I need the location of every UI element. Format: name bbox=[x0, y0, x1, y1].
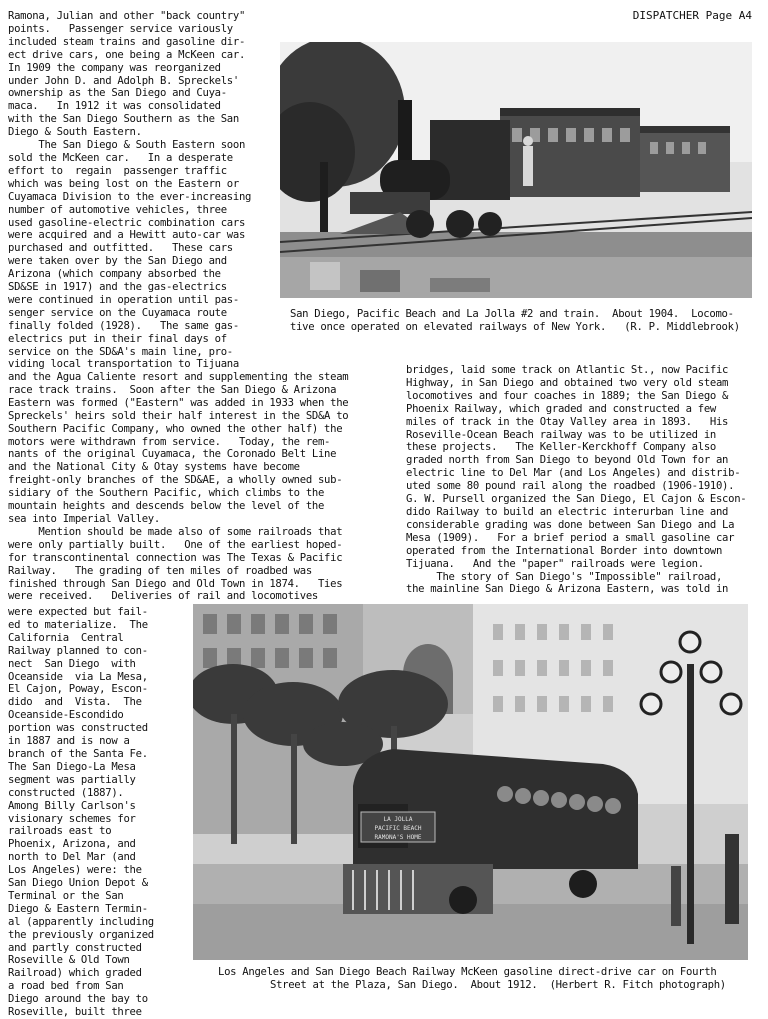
text-line: were expected but fail- bbox=[8, 606, 148, 618]
text-line: and the National City & Otay systems have become bbox=[8, 461, 300, 474]
text-line: bridges, laid some track on Atlantic St., now Pacific bbox=[406, 364, 729, 376]
text-line: and partly constructed bbox=[8, 941, 142, 954]
text-line: were only partially built. One of the earliest hoped- bbox=[8, 538, 343, 551]
text-line: Phoenix Railway, which graded and constructed a few bbox=[406, 402, 716, 415]
text-line: Spreckels' heirs sold their half interest in the SD&A to bbox=[8, 409, 349, 422]
text-line: G. W. Pursell organized the San Diego, El Cajon & Escon- bbox=[406, 493, 747, 506]
caption-line: tive once operated on elevated railways of New York. (R. P. Middlebrook) bbox=[290, 321, 740, 333]
steam-train-illustration bbox=[280, 42, 752, 298]
car-sign-line: PACIFIC BEACH bbox=[374, 825, 422, 832]
text-line: locomotives and four coaches in 1889; the San Diego & bbox=[406, 389, 729, 402]
text-line: Eastern was formed ("Eastern" was added in 1933 when the bbox=[8, 396, 349, 409]
text-line: effort to regain passenger traffic bbox=[8, 164, 227, 177]
text-line: Phoenix, Arizona, and bbox=[8, 838, 136, 851]
text-line: Oceanside via La Mesa, bbox=[8, 670, 148, 683]
text-line: Diego & Eastern Termin- bbox=[8, 902, 148, 915]
photo-bottom-caption bbox=[218, 966, 726, 992]
text-line: Railway. The grading of ten miles of roadbed was bbox=[8, 564, 312, 577]
mckeen-car-illustration bbox=[193, 604, 748, 960]
text-line: Diego around the bay to bbox=[8, 993, 148, 1006]
text-line: Among Billy Carlson's bbox=[8, 799, 136, 812]
photo-steam-train bbox=[280, 42, 752, 298]
text-line: dido and Vista. The bbox=[8, 696, 142, 709]
text-line: al (apparently including bbox=[8, 915, 154, 928]
text-line: San Diego Union Depot & bbox=[8, 877, 148, 890]
text-line: with the San Diego Southern as the San bbox=[8, 113, 239, 126]
text-line: viding local transportation to Tijuana bbox=[8, 358, 239, 371]
text-line: points. Passenger service variously bbox=[8, 22, 233, 35]
text-line: used gasoline-electric combination cars bbox=[8, 216, 246, 229]
text-line: constructed (1887). bbox=[8, 786, 124, 799]
text-line: Oceanside-Escondido bbox=[8, 709, 124, 722]
text-line: freight-only branches of the SD&AE, a wholly owned sub- bbox=[8, 474, 343, 487]
text-line: finished through San Diego and Old Town in 1874. Ties bbox=[8, 577, 343, 590]
column-right bbox=[406, 364, 762, 596]
text-line: for transcontinental connection was The Texas & Pacific bbox=[8, 551, 343, 564]
text-line: these projects. The Keller-Kerckhoff Company also bbox=[406, 441, 716, 454]
text-line: The San Diego-La Mesa bbox=[8, 760, 136, 773]
text-line: segment was partially bbox=[8, 773, 136, 786]
text-line: a road bed from San bbox=[8, 980, 124, 993]
text-line: sold the McKeen car. In a desperate bbox=[8, 151, 233, 164]
text-line: finally folded (1928). The same gas- bbox=[8, 319, 239, 332]
text-line: railroads east to bbox=[8, 825, 112, 838]
column-left-narrow bbox=[8, 606, 188, 1019]
text-line: electrics put in their final days of bbox=[8, 332, 227, 345]
photo-top-caption bbox=[290, 308, 740, 334]
text-line: In 1909 the company was reorganized bbox=[8, 61, 221, 74]
text-line: and the Agua Caliente resort and supplementing the steam bbox=[8, 371, 349, 383]
text-line: under John D. and Adolph B. Spreckels' bbox=[8, 74, 239, 87]
text-line: ownership as the San Diego and Cuya- bbox=[8, 87, 227, 100]
car-sign-line: RAMONA'S HOME bbox=[374, 834, 422, 841]
text-line: nants of the original Cuyamaca, the Coronado Belt Line bbox=[8, 448, 337, 461]
caption-line: Los Angeles and San Diego Beach Railway McKeen gasoline direct-drive car on Fourth bbox=[218, 966, 717, 978]
text-line: ect drive cars, one being a McKeen car. bbox=[8, 48, 246, 61]
text-line: sea into Imperial Valley. bbox=[8, 512, 160, 525]
text-line: dido Railway to build an electric interurban line and bbox=[406, 505, 729, 518]
text-line: Southern Pacific Company, who owned the other half) the bbox=[8, 422, 343, 435]
text-line: race track trains. Soon after the San Diego & Arizona bbox=[8, 383, 337, 396]
column-left-top bbox=[8, 10, 276, 371]
text-line: Roseville-Ocean Beach railway was to be utilized in bbox=[406, 428, 716, 441]
text-line: Tijuana. And the "paper" railroads were legion. bbox=[406, 557, 704, 570]
text-line: in 1887 and is now a bbox=[8, 735, 130, 748]
text-line: Roseville & Old Town bbox=[8, 954, 130, 967]
text-line: graded north from San Diego to beyond Old Town for an bbox=[406, 454, 729, 467]
text-line: branch of the Santa Fe. bbox=[8, 747, 148, 760]
text-line: considerable grading was done between San Diego and La bbox=[406, 518, 735, 531]
text-line: were taken over by the San Diego and bbox=[8, 255, 227, 268]
text-line: maca. In 1912 it was consolidated bbox=[8, 100, 221, 113]
text-line: Terminal or the San bbox=[8, 889, 124, 902]
text-line: the mainline San Diego & Arizona Eastern, was told in bbox=[406, 583, 729, 596]
text-line: Mesa (1909). For a brief period a small gasoline car bbox=[406, 531, 735, 544]
column-left-wide bbox=[8, 371, 406, 603]
text-line: nect San Diego with bbox=[8, 657, 136, 670]
text-line: number of automotive vehicles, three bbox=[8, 203, 227, 216]
text-line: portion was constructed bbox=[8, 722, 148, 735]
text-line: The story of San Diego's "Impossible" railroad, bbox=[406, 570, 723, 583]
text-line: motors were withdrawn from service. Today, the rem- bbox=[8, 435, 331, 448]
text-line: SD&SE in 1917) and the gas-electrics bbox=[8, 281, 227, 294]
text-line: were acquired and a Hewitt auto-car was bbox=[8, 229, 246, 242]
text-line: Los Angeles) were: the bbox=[8, 864, 142, 877]
text-line: operated from the International Border into downtown bbox=[406, 544, 723, 557]
text-line: Cuyamaca Division to the ever-increasing bbox=[8, 190, 252, 203]
text-line: north to Del Mar (and bbox=[8, 851, 136, 864]
caption-line: San Diego, Pacific Beach and La Jolla #2 and train. About 1904. Locomo- bbox=[290, 308, 734, 320]
text-line: sidiary of the Southern Pacific, which climbs to the bbox=[8, 487, 325, 500]
text-line: ed to materialize. The bbox=[8, 618, 148, 631]
text-line: were received. Deliveries of rail and locomotives bbox=[8, 590, 318, 603]
text-line: Arizona (which company absorbed the bbox=[8, 268, 221, 281]
page-header: DISPATCHER Page A4 bbox=[632, 9, 752, 22]
text-line: Mention should be made also of some railroads that bbox=[8, 525, 343, 538]
text-line: The San Diego & South Eastern soon bbox=[8, 139, 246, 152]
photo-mckeen-car bbox=[193, 604, 748, 960]
text-line: California Central bbox=[8, 631, 124, 644]
text-line: mountain heights and descends below the level of the bbox=[8, 500, 325, 513]
text-line: Highway, in San Diego and obtained two very old steam bbox=[406, 376, 729, 389]
text-line: miles of track in the Otay Valley area in 1893. His bbox=[406, 415, 729, 428]
text-line: Railroad) which graded bbox=[8, 967, 142, 980]
text-line: the previously organized bbox=[8, 928, 154, 941]
text-line: were continued in operation until pas- bbox=[8, 293, 239, 306]
text-line: Diego & South Eastern. bbox=[8, 126, 142, 139]
text-line: Roseville, built three bbox=[8, 1006, 142, 1019]
text-line: senger service on the Cuyamaca route bbox=[8, 306, 227, 319]
text-line: purchased and outfitted. These cars bbox=[8, 242, 233, 255]
text-line: visionary schemes for bbox=[8, 812, 136, 825]
text-line: included steam trains and gasoline dir- bbox=[8, 35, 246, 48]
text-line: Railway planned to con- bbox=[8, 644, 148, 657]
car-sign-line: LA JOLLA bbox=[383, 816, 413, 823]
text-line: which was being lost on the Eastern or bbox=[8, 177, 239, 190]
caption-line: Street at the Plaza, San Diego. About 1912. (Herbert R. Fitch photograph) bbox=[270, 979, 726, 991]
text-line: electric line to Del Mar (and Los Angeles) and distrib- bbox=[406, 467, 741, 480]
text-line: El Cajon, Poway, Escon- bbox=[8, 683, 148, 696]
text-line: service on the SD&A's main line, pro- bbox=[8, 345, 233, 358]
text-line: uted some 80 pound rail along the roadbed (1906-1910). bbox=[406, 480, 735, 493]
text-line: Ramona, Julian and other "back country" bbox=[8, 10, 246, 22]
